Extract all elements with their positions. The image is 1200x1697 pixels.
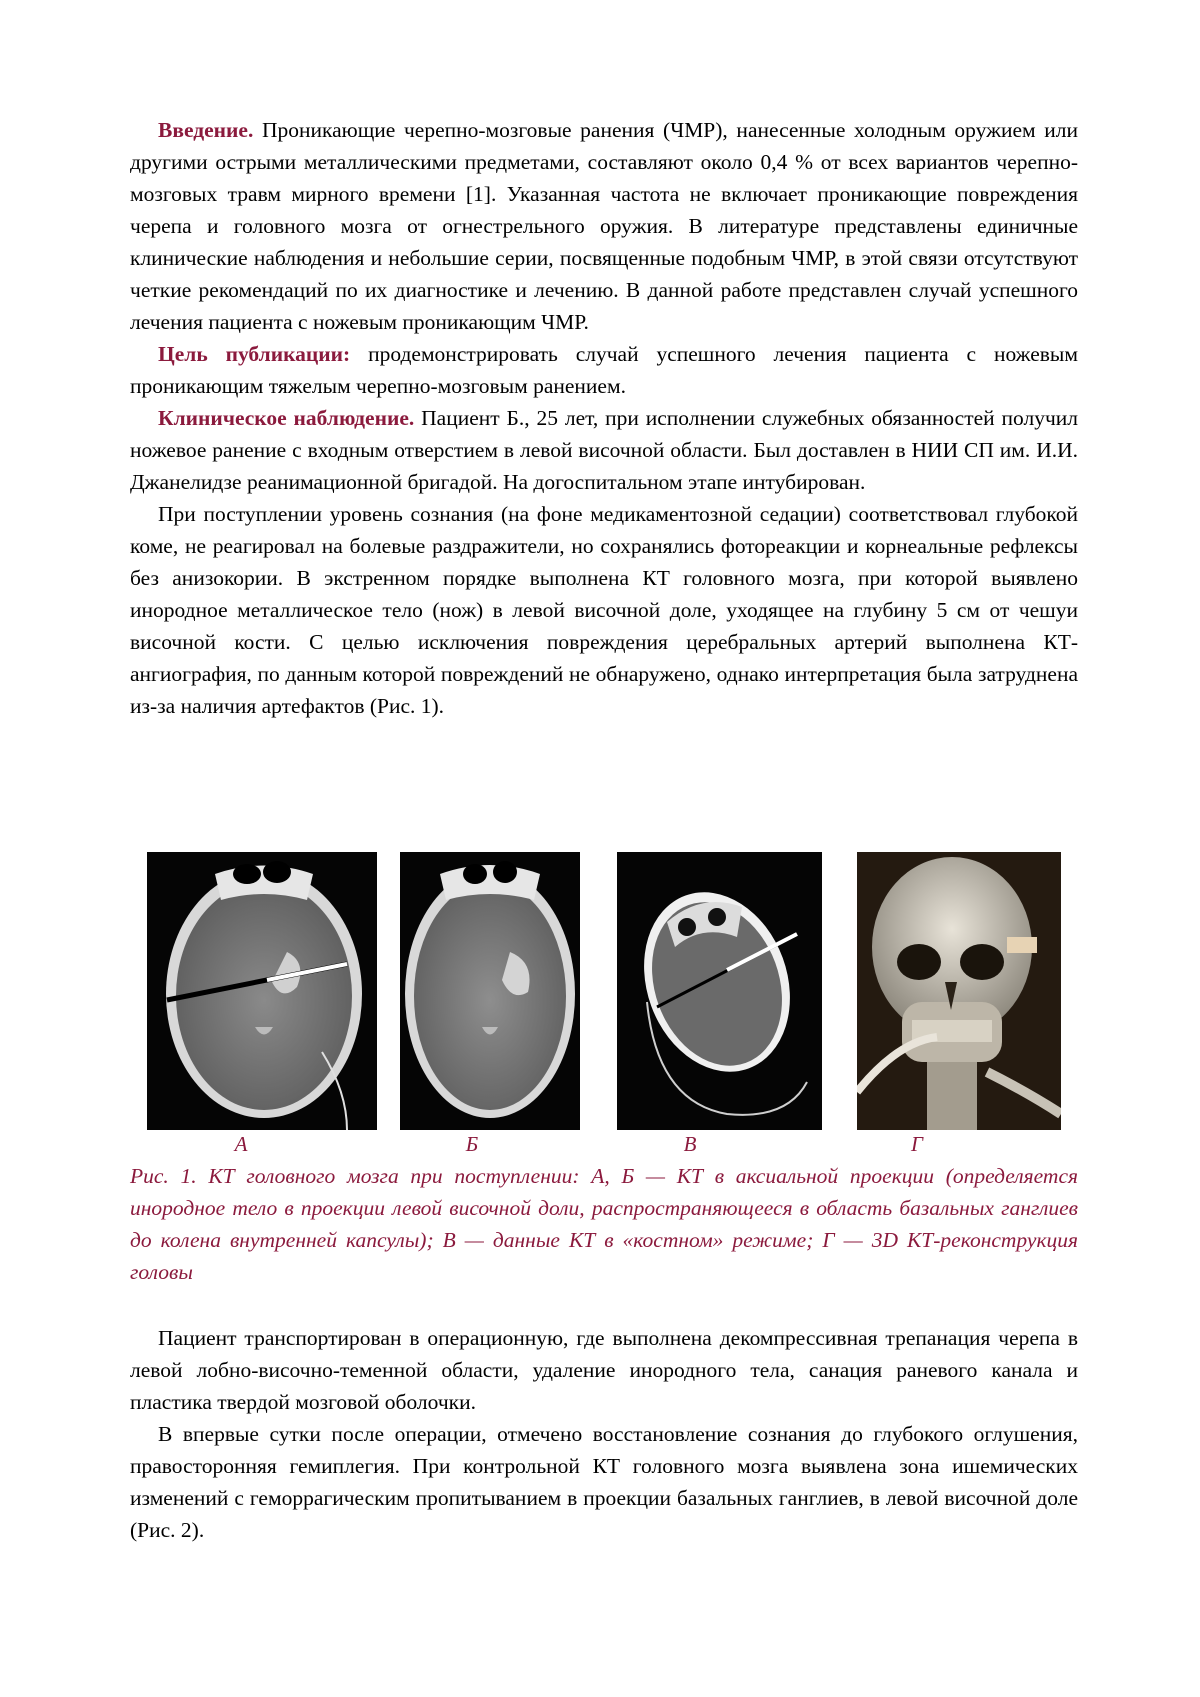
figure-caption: Рис. 1. КТ головного мозга при поступлении: А, Б — КТ в аксиальной проекции (определяется инородное тело в проекции левой височной доли, распространяющееся в область базальных ганглиев до колена внутренней капсулы); В — данные КТ в «костном» режиме; Г — 3D КТ-реконструкция головы <box>130 1164 1078 1284</box>
ct-image-c-bone-window <box>617 852 822 1130</box>
paragraph-case <box>130 402 1078 498</box>
ct-image-a <box>147 852 377 1130</box>
ct-image-b <box>400 852 580 1130</box>
figure-label-b: Б <box>465 1132 479 1156</box>
text-block-bottom <box>130 1322 1078 1546</box>
text-block-top <box>130 114 1078 722</box>
paragraph-introduction <box>130 114 1078 338</box>
paragraph-aim <box>130 338 1078 402</box>
paragraph-text: Проникающие черепно-мозговые ранения (ЧМР), нанесенные холодным оружием или другими острыми металлическими предметами, составляют около 0,4 % от всех вариантов черепно-мозговых травм мирного времени [1]. Указанная частота не включает проникающие повреждения черепа и головного мозга от огнестрельного оружия. В литературе представлены единичные клинические наблюдения и небольшие серии, посвященные подобным ЧМР, в этой связи отсутствуют четкие рекомендаций по их диагностике и лечению. В данной работе представлен случай успешного лечения пациента с ножевым проникающим ЧМР. <box>130 118 1078 334</box>
paragraph-text: При поступлении уровень сознания (на фоне медикаментозной седации) соответствовал глубокой коме, не реагировал на болевые раздражители, но сохранялись фотореакции и корнеальные рефлексы без анизокории. В экстренном порядке выполнена КТ головного мозга, при которой выявлено инородное металлическое тело (нож) в левой височной доле, уходящее на глубину 5 см от чешуи височной кости. С целью исключения повреждения церебральных артерий выполнена КТ-ангиография, по данным которой повреждений не обнаружено, однако интерпретация была затруднена из-за наличия артефактов (Рис. 1). <box>130 502 1078 718</box>
paragraph-admission <box>130 498 1078 722</box>
paragraph-text: Пациент Б., 25 лет, при исполнении служебных обязанностей получил ножевое ранение с входным отверстием в левой височной области. Был доставлен в НИИ СП им. И.И. Джанелидзе реанимационной бригадой. На догоспитальном этапе интубирован. <box>130 406 1078 494</box>
paragraph-operation <box>130 1322 1078 1418</box>
figure-1 <box>147 852 1061 1130</box>
figure-label-a: А <box>234 1132 248 1156</box>
heading-case: Клиническое наблюдение. <box>158 406 415 430</box>
figure-label-d: Г <box>911 1132 923 1156</box>
heading-introduction: Введение. <box>158 118 254 142</box>
paragraph-text: продемонстрировать случай успешного лечения пациента с ножевым проникающим тяжелым черепно-мозговым ранением. <box>130 342 1078 398</box>
paragraph-postop <box>130 1418 1078 1546</box>
figure-label-c: В <box>683 1132 697 1156</box>
heading-aim: Цель публикации: <box>158 342 351 366</box>
paragraph-text: Пациент транспортирован в операционную, где выполнена декомпрессивная трепанация черепа в левой лобно-височно-теменной области, удаление инородного тела, санация раневого канала и пластика твердой мозговой оболочки. <box>130 1326 1078 1414</box>
ct-3d-reconstruction-d <box>857 852 1061 1130</box>
paragraph-text: В впервые сутки после операции, отмечено восстановление сознания до глубокого оглушения, правосторонняя гемиплегия. При контрольной КТ головного мозга выявлена зона ишемических изменений с геморрагическим пропитыванием в проекции базальных ганглиев, в левой височной доле (Рис. 2). <box>130 1422 1078 1542</box>
